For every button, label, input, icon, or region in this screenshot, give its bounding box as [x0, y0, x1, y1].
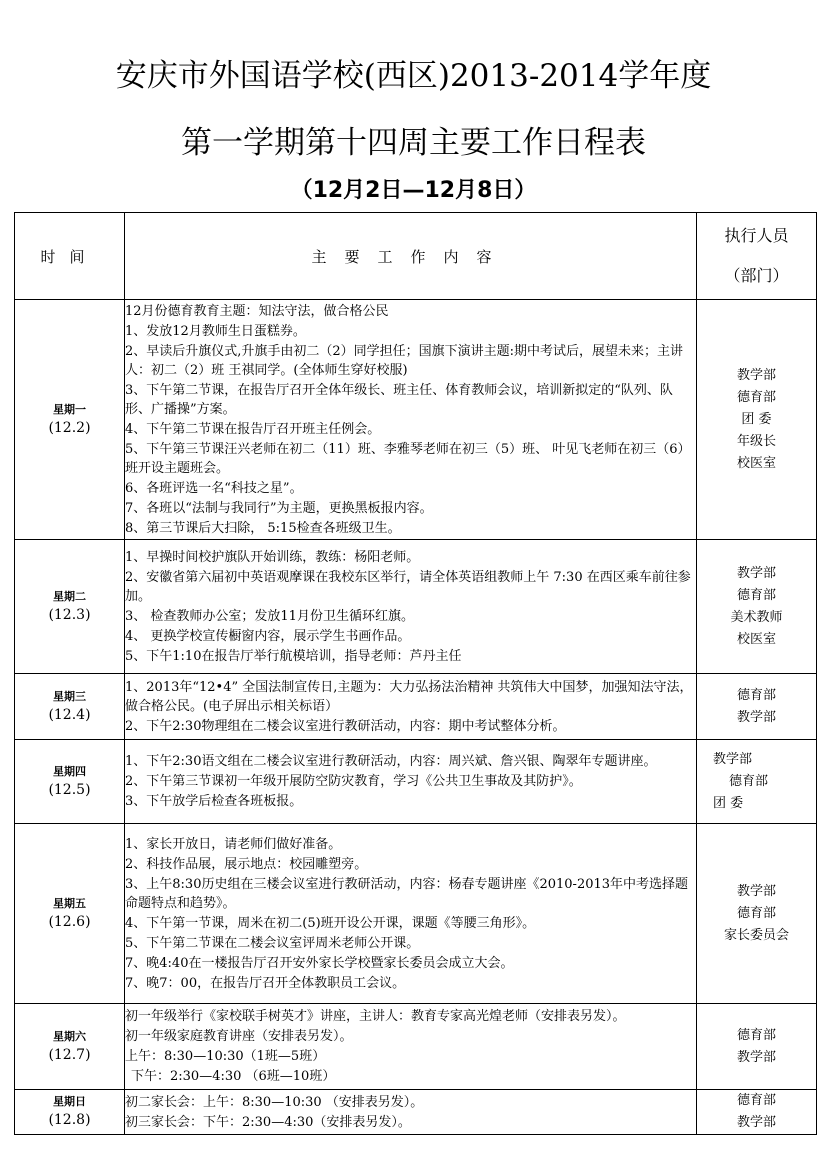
staff-item: 德育部 — [736, 1027, 776, 1043]
schedule-table — [14, 212, 817, 1135]
day-name: 星期三 — [53, 689, 86, 703]
content-cell — [125, 824, 697, 1004]
staff-item: 家长委员会 — [723, 927, 789, 943]
header-executor-line1: 执行人员 — [724, 226, 789, 245]
list-item: 3、下午放学后检查各班板报。 — [125, 794, 303, 809]
list-item: 12月份德育教育主题：知法守法，做合格公民 — [125, 303, 389, 319]
table-row — [15, 674, 817, 740]
day-cell — [15, 1090, 125, 1135]
list-item: 1、下午2:30语文组在二楼会议室进行教研活动，内容：周兴斌、詹兴银、陶翠年专题讲座。 — [125, 754, 657, 769]
day-date: (12.6) — [48, 913, 91, 930]
staff-item: 德育部 — [736, 389, 776, 405]
staff-item: 团 委 — [741, 411, 772, 427]
staff-item: 德育部 — [736, 587, 776, 603]
day-name: 星期二 — [53, 589, 86, 603]
day-name: 星期日 — [53, 1095, 86, 1108]
list-item: 初一年级家庭教育讲座（安排表另发）。 — [125, 1029, 353, 1044]
staff-cell — [697, 1004, 817, 1090]
list-item: 下午：2:30—4:30 （6班—10班） — [131, 1069, 336, 1084]
list-item: 1、早操时间校护旗队开始训练，教练：杨阳老师。 — [125, 549, 420, 565]
staff-item: 德育部 — [729, 773, 769, 789]
staff-item: 教学部 — [736, 565, 776, 581]
content-cell — [125, 1090, 697, 1135]
list-item: 初三家长会：下午：2:30—4:30（安排表另发）。 — [125, 1114, 411, 1130]
day-cell — [15, 740, 125, 824]
day-cell — [15, 300, 125, 540]
day-name: 星期五 — [53, 896, 86, 910]
list-item: 3、下午第二节课，在报告厅召开全体年级长、班主任、体育教师会议，培训新拟定的“队列、队形、广播操”方案。 — [125, 382, 673, 417]
table-row — [15, 300, 817, 540]
content-cell — [125, 300, 697, 540]
staff-item: 德育部 — [736, 1093, 776, 1108]
day-cell — [15, 1004, 125, 1090]
header-executor — [697, 213, 817, 300]
staff-cell — [697, 824, 817, 1004]
list-item: 5、下午1:10在报告厅举行航模培训，指导老师：芦丹主任 — [125, 648, 462, 664]
staff-item: 教学部 — [713, 751, 753, 767]
list-item: 6、各班评选一名“科技之星”。 — [125, 480, 303, 496]
list-item: 5、下午第二节课在二楼会议室评周米老师公开课。 — [125, 935, 420, 951]
list-item: 初二家长会：上午：8:30—10:30 （安排表另发）。 — [125, 1094, 424, 1110]
day-date: (12.3) — [48, 606, 91, 623]
table-row — [15, 1090, 817, 1135]
header-executor-line2: （部门） — [724, 266, 789, 285]
staff-item: 年级长 — [736, 433, 776, 449]
header-time: 时间 — [15, 213, 125, 300]
staff-item: 教学部 — [736, 883, 776, 899]
table-row — [15, 740, 817, 824]
day-name: 星期六 — [53, 1029, 86, 1043]
table-row — [15, 824, 817, 1004]
staff-item: 校医室 — [736, 631, 776, 647]
day-name: 星期一 — [53, 402, 86, 416]
day-cell — [15, 540, 125, 674]
list-item: 4、下午第一节课，周米在初二(5)班开设公开课，课题《等腰三角形》。 — [125, 915, 536, 931]
list-item: 7、晚7：00，在报告厅召开全体教职员工会议。 — [125, 975, 406, 991]
list-item: 1、发放12月教师生日蛋糕券。 — [125, 323, 306, 339]
list-item: 8、第三节课后大扫除， 5:15检查各班级卫生。 — [125, 520, 401, 536]
staff-item: 美术教师 — [730, 609, 783, 625]
staff-item: 团 委 — [713, 795, 744, 811]
list-item: 2、下午2:30物理组在二楼会议室进行教研活动，内容：期中考试整体分析。 — [125, 718, 566, 734]
list-item: 2、下午第三节课初一年级开展防空防灾教育，学习《公共卫生事故及其防护》。 — [125, 774, 582, 789]
day-name: 星期四 — [53, 764, 86, 778]
date-range: （12月2日—12月8日） — [290, 178, 537, 203]
staff-item: 德育部 — [736, 905, 776, 921]
list-item: 5、下午第三节课汪兴老师在初二（11）班、李雅琴老师在初三（5）班、 叶见飞老师在初三（6）班开设主题班会。 — [125, 441, 691, 476]
staff-cell — [697, 1090, 817, 1135]
list-item: 7、各班以“法制与我同行”为主题，更换黑板报内容。 — [125, 500, 433, 516]
list-item: 上午：8:30—10:30（1班—5班） — [125, 1049, 326, 1064]
day-date: (12.5) — [48, 781, 91, 798]
list-item: 2、早读后升旗仪式,升旗手由初二（2）同学担任；国旗下演讲主题:期中考试后，展望未来；主讲人：初二（2）班 王祺同学。(全体师生穿好校服) — [125, 343, 684, 378]
list-item: 4、 更换学校宣传橱窗内容，展示学生书画作品。 — [125, 628, 411, 644]
document-title: 安庆市外国语学校(西区)2013-2014学年度 — [115, 58, 712, 94]
staff-item: 德育部 — [736, 687, 776, 703]
staff-cell — [697, 674, 817, 740]
staff-item: 教学部 — [736, 1115, 776, 1130]
header-content: 主要工作内容 — [125, 213, 697, 300]
day-date: (12.2) — [48, 419, 91, 436]
list-item: 3、上午8:30历史组在三楼会议室进行教研活动，内容：杨春专题讲座《2010-2013年中考选择题命题特点和趋势》。 — [125, 876, 689, 911]
table-row — [15, 1004, 817, 1090]
day-date: (12.7) — [48, 1046, 91, 1063]
list-item: 2、安徽省第六届初中英语观摩课在我校东区举行，请全体英语组教师上午 7:30 在西区乘车前往参加。 — [125, 569, 691, 604]
document-subtitle: 第一学期第十四周主要工作日程表 — [181, 125, 646, 161]
list-item: 初一年级举行《家校联手树英才》讲座，主讲人：教育专家高光煌老师（安排表另发）。 — [125, 1009, 626, 1024]
day-date: (12.8) — [48, 1112, 91, 1128]
list-item: 1、2013年“12•4” 全国法制宣传日,主题为：大力弘扬法治精神 共筑伟大中国梦，加强知法守法，做合格公民。(电子屏出示相关标语） — [125, 679, 693, 714]
content-cell — [125, 1004, 697, 1090]
list-item: 4、下午第二节课在报告厅召开班主任例会。 — [125, 421, 381, 437]
staff-item: 校医室 — [736, 455, 776, 471]
staff-cell — [697, 540, 817, 674]
staff-item: 教学部 — [736, 367, 776, 383]
content-cell — [125, 674, 697, 740]
content-cell — [125, 740, 697, 824]
day-date: (12.4) — [48, 706, 91, 723]
staff-item: 教学部 — [736, 709, 776, 725]
staff-cell — [697, 740, 817, 824]
staff-item: 教学部 — [736, 1049, 776, 1065]
staff-cell — [697, 300, 817, 540]
header-row — [15, 213, 817, 300]
day-cell — [15, 824, 125, 1004]
list-item: 1、家长开放日，请老师们做好准备。 — [125, 836, 342, 852]
list-item: 7、晚4:40在一楼报告厅召开安外家长学校暨家长委员会成立大会。 — [125, 955, 514, 971]
content-cell — [125, 540, 697, 674]
list-item: 2、科技作品展，展示地点：校园雕塑旁。 — [125, 856, 368, 872]
day-cell — [15, 674, 125, 740]
table-row — [15, 540, 817, 674]
list-item: 3、 检查教师办公室；发放11月份卫生循环红旗。 — [125, 608, 414, 624]
